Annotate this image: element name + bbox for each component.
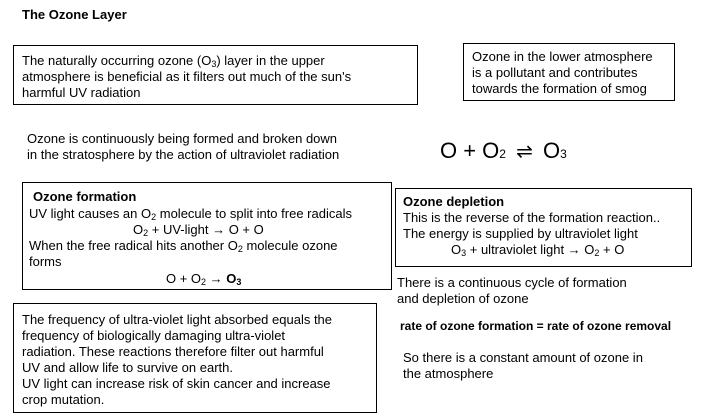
stratosphere-text-line2: in the stratosphere by the action of ultraviolet radiation [27, 147, 340, 162]
formation-line3: forms [29, 254, 62, 269]
upper-box-line3: harmful UV radiation [22, 85, 141, 100]
cycle-text-line2: and depletion of ozone [397, 291, 529, 306]
frequency-line2: frequency of biologically damaging ultra-violet [22, 328, 286, 343]
lower-atmosphere-box [463, 43, 675, 101]
formation-line2: When the free radical hits another $O_2$ molecule ozone [29, 238, 338, 254]
depletion-equation: $O_3$ + ultraviolet light → $O_2 + O$ [451, 242, 625, 258]
ozone-equilibrium-equation: O + O2 ⇌ O3 [440, 138, 567, 163]
page-title: The Ozone Layer [22, 7, 127, 22]
stratosphere-text-line1: Ozone is continuously being formed and broken down [27, 131, 338, 146]
ozone-depletion-box [395, 188, 692, 267]
formation-equation2: $O + O_2 \to O_3$ [166, 271, 242, 287]
lower-box-line2: is a pollutant and contributes [472, 65, 638, 80]
lower-box-line3: towards the formation of smog [472, 81, 647, 96]
upper-box-line2: atmosphere is beneficial as it filters out much of the sun's [22, 69, 352, 84]
constant-text-line1: So there is a constant amount of ozone in [403, 350, 643, 365]
upper-box-line1: The naturally occurring ozone $(O_3)$ layer in the upper [22, 53, 325, 69]
formation-heading: Ozone formation [33, 189, 137, 204]
depletion-line1: This is the reverse of the formation reaction.. [403, 210, 661, 225]
frequency-line4: UV and allow life to survive on earth. [22, 360, 233, 375]
frequency-line5: UV light can increase risk of skin cancer and increase [22, 376, 331, 391]
formation-equation1: $O_2$ + UV-light → O + O [133, 222, 264, 238]
constant-text-line2: the atmosphere [403, 366, 494, 381]
depletion-line2: The energy is supplied by ultraviolet light [403, 226, 638, 241]
frequency-box [13, 303, 377, 413]
rate-equality-text: rate of ozone formation = rate of ozone removal [400, 319, 672, 333]
ozone-formation-box [22, 182, 392, 290]
frequency-line6: crop mutation. [22, 392, 105, 407]
equilibrium-arrow-icon: ⇌ [516, 141, 533, 163]
formation-line1: UV light causes an $O_2$ molecule to split into free radicals [29, 206, 352, 222]
lower-box-line1: Ozone in the lower atmosphere [472, 49, 653, 64]
frequency-line3: radiation. These reactions therefore filter out harmful [22, 344, 324, 359]
depletion-heading: Ozone depletion [403, 194, 505, 209]
cycle-text-line1: There is a continuous cycle of formation [397, 275, 627, 290]
upper-atmosphere-box [13, 45, 418, 105]
frequency-line1: The frequency of ultra-violet light absorbed equals the [22, 312, 333, 327]
